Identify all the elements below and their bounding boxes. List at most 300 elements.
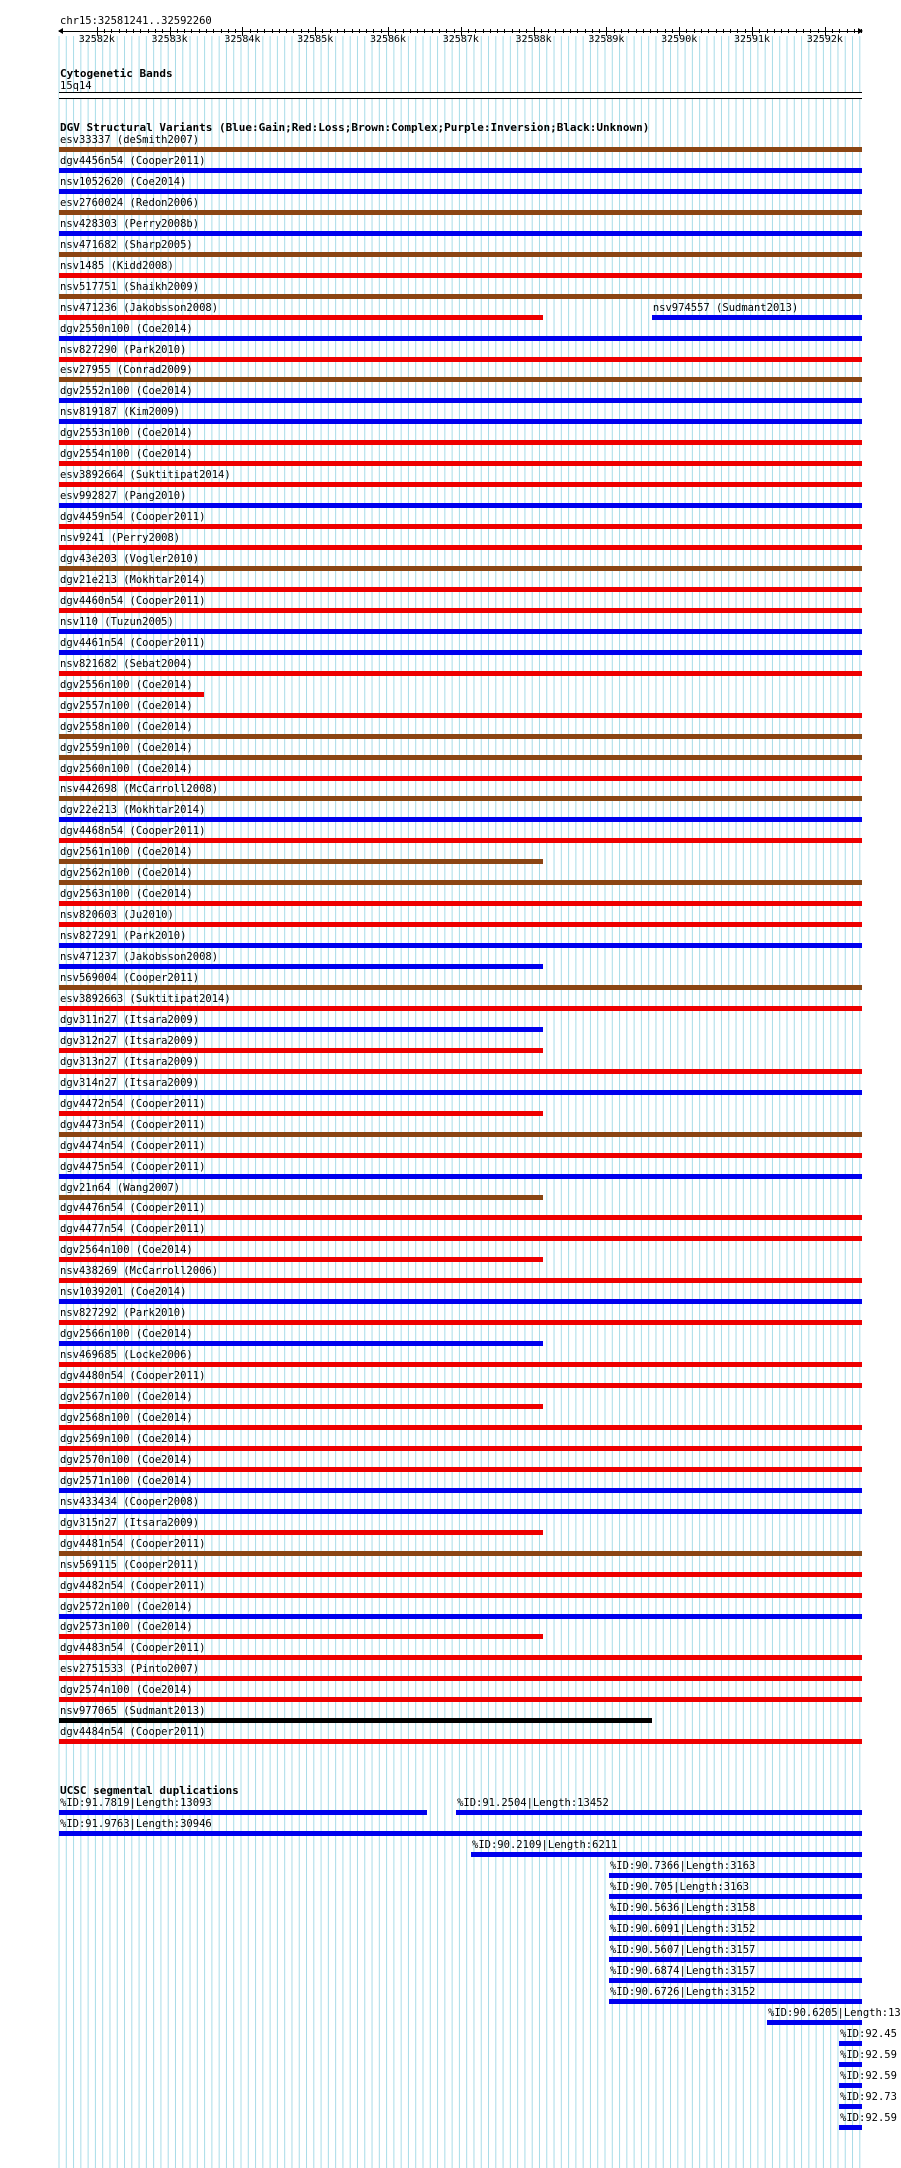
- segdup-feature-label[interactable]: %ID:90.6726|Length:3152: [609, 1986, 756, 1998]
- dgv-feature-bar[interactable]: [59, 566, 862, 571]
- dgv-feature-bar[interactable]: [59, 796, 862, 801]
- segdup-feature-label[interactable]: %ID:91.7819|Length:13093: [60, 1797, 212, 1809]
- dgv-feature-label[interactable]: dgv2557n100 (Coe2014): [60, 699, 193, 712]
- segdup-feature-label[interactable]: %ID:90.2109|Length:6211: [472, 1839, 618, 1851]
- ruler-minor-tick: [424, 29, 425, 33]
- ruler-minor-tick: [541, 29, 542, 33]
- dgv-feature-bar[interactable]: [59, 734, 862, 739]
- segdup-feature-label[interactable]: %ID:90.6874|Length:3157: [609, 1965, 756, 1977]
- ruler-minor-tick: [221, 29, 222, 33]
- ruler-minor-tick: [126, 29, 127, 33]
- ruler-minor-tick: [250, 29, 251, 33]
- dgv-feature-label[interactable]: nsv517751 (Shaikh2009): [60, 280, 200, 293]
- dgv-feature-label[interactable]: dgv2559n100 (Coe2014): [60, 741, 193, 754]
- ruler-tick-label: 32591k: [733, 34, 771, 45]
- segdup-feature-bar[interactable]: [59, 1810, 427, 1815]
- ruler-minor-tick: [228, 29, 229, 33]
- dgv-feature-label[interactable]: nsv471237 (Jakobsson2008): [60, 951, 219, 964]
- dgv-feature-label[interactable]: dgv2556n100 (Coe2014): [60, 678, 193, 691]
- dgv-feature-label[interactable]: dgv314n27 (Itsara2009): [60, 1076, 200, 1089]
- ruler-minor-tick: [854, 29, 855, 33]
- dgv-feature-bar[interactable]: [59, 398, 862, 403]
- segdup-feature-bar[interactable]: [839, 2083, 862, 2088]
- dgv-feature-bar[interactable]: [59, 985, 862, 990]
- dgv-feature-label[interactable]: dgv2560n100 (Coe2014): [60, 762, 193, 775]
- dgv-feature-label[interactable]: dgv311n27 (Itsara2009): [60, 1013, 200, 1026]
- dgv-feature-bar[interactable]: [59, 692, 204, 697]
- ruler-minor-tick: [716, 29, 717, 33]
- ruler-tick-label: 32589k: [588, 34, 625, 45]
- ruler-minor-tick: [745, 29, 746, 33]
- ruler-minor-tick: [570, 29, 571, 33]
- dgv-feature-bar[interactable]: [59, 1174, 862, 1179]
- ruler-minor-tick: [235, 29, 236, 33]
- dgv-feature-label[interactable]: dgv4476n54 (Cooper2011): [60, 1202, 206, 1215]
- dgv-feature-bar[interactable]: [59, 336, 862, 341]
- dgv-feature-label[interactable]: nsv442698 (McCarroll2008): [60, 783, 219, 796]
- dgv-feature-label[interactable]: dgv4477n54 (Cooper2011): [60, 1223, 206, 1236]
- dgv-feature-bar[interactable]: [59, 922, 862, 927]
- ruler-minor-tick: [177, 29, 178, 33]
- ruler-minor-tick: [468, 29, 469, 33]
- ruler-tick-label: 32583k: [151, 34, 188, 45]
- segdup-feature-bar[interactable]: [839, 2104, 862, 2109]
- ruler-minor-tick: [803, 29, 804, 33]
- ruler-tick-label: 32586k: [369, 34, 407, 45]
- dgv-feature-label[interactable]: dgv4474n54 (Cooper2011): [60, 1139, 206, 1152]
- dgv-feature-bar[interactable]: [59, 1425, 862, 1430]
- dgv-feature-label[interactable]: nsv819187 (Kim2009): [60, 406, 181, 419]
- ruler-minor-tick: [293, 29, 294, 33]
- dgv-feature-label[interactable]: dgv4473n54 (Cooper2011): [60, 1118, 206, 1131]
- dgv-feature-bar[interactable]: [59, 650, 862, 655]
- dgv-feature-label[interactable]: dgv312n27 (Itsara2009): [60, 1034, 200, 1047]
- ruler-minor-tick: [839, 29, 840, 33]
- ruler-minor-tick: [454, 29, 455, 33]
- dgv-feature-label[interactable]: dgv4483n54 (Cooper2011): [60, 1642, 206, 1655]
- dgv-feature-bar[interactable]: [59, 1236, 862, 1241]
- dgv-feature-label[interactable]: nsv974557 (Sudmant2013): [652, 301, 799, 314]
- segdup-feature-label[interactable]: %ID:92.59: [840, 2070, 897, 2082]
- ruler-minor-tick: [643, 29, 644, 33]
- dgv-track-title: DGV Structural Variants (Blue:Gain;Red:Loss;Brown:Complex;Purple:Inversion;Black:Unknown): [60, 121, 650, 134]
- dgv-feature-label[interactable]: dgv2569n100 (Coe2014): [60, 1432, 193, 1445]
- dgv-feature-bar[interactable]: [59, 1111, 543, 1116]
- segdup-feature-bar[interactable]: [767, 2020, 862, 2025]
- region-label: chr15:32581241..32592260: [60, 15, 212, 27]
- segdup-feature-bar[interactable]: [839, 2041, 862, 2046]
- ruler-tick-label: 32590k: [661, 34, 698, 45]
- ruler-minor-tick: [847, 29, 848, 33]
- ruler-minor-tick: [352, 29, 353, 33]
- dgv-feature-label[interactable]: dgv2562n100 (Coe2014): [60, 867, 193, 880]
- segdup-feature-label[interactable]: %ID:92.73: [840, 2091, 897, 2103]
- dgv-feature-bar[interactable]: [59, 273, 862, 278]
- dgv-feature-label[interactable]: dgv2573n100 (Coe2014): [60, 1621, 193, 1634]
- dgv-feature-bar[interactable]: [59, 838, 862, 843]
- dgv-feature-bar[interactable]: [59, 1069, 862, 1074]
- segdup-feature-label[interactable]: %ID:92.59: [840, 2049, 897, 2061]
- ruler-minor-tick: [548, 29, 549, 33]
- segdup-feature-bar[interactable]: [839, 2062, 862, 2067]
- dgv-feature-bar[interactable]: [59, 1027, 543, 1032]
- dgv-feature-label[interactable]: nsv438269 (McCarroll2006): [60, 1265, 219, 1278]
- ruler-minor-tick: [344, 29, 345, 33]
- ruler-minor-tick: [199, 29, 200, 33]
- dgv-feature-label[interactable]: dgv2566n100 (Coe2014): [60, 1328, 193, 1341]
- dgv-feature-bar[interactable]: [59, 1446, 862, 1451]
- ruler-minor-tick: [818, 29, 819, 33]
- ruler-minor-tick: [708, 29, 709, 33]
- segdup-feature-label[interactable]: %ID:90.7366|Length:3163: [609, 1860, 756, 1872]
- dgv-feature-bar[interactable]: [59, 1697, 862, 1702]
- dgv-feature-label[interactable]: nsv569004 (Cooper2011): [60, 972, 200, 984]
- dgv-feature-label[interactable]: dgv2554n100 (Coe2014): [60, 448, 193, 461]
- ruler-minor-tick: [483, 29, 484, 33]
- dgv-feature-bar[interactable]: [59, 1341, 543, 1346]
- segdup-feature-label[interactable]: %ID:90.5636|Length:3158: [609, 1902, 756, 1914]
- segdup-feature-bar[interactable]: [839, 2125, 862, 2130]
- dgv-feature-label[interactable]: dgv22e213 (Mokhtar2014): [60, 804, 206, 817]
- dgv-feature-bar[interactable]: [59, 1634, 543, 1639]
- dgv-feature-bar[interactable]: [59, 189, 862, 194]
- dgv-feature-bar[interactable]: [59, 1467, 862, 1472]
- ruler-minor-tick: [497, 29, 498, 33]
- dgv-feature-bar[interactable]: [59, 859, 543, 864]
- dgv-feature-label[interactable]: nsv827292 (Park2010): [60, 1307, 187, 1320]
- dgv-feature-label[interactable]: nsv433434 (Cooper2008): [60, 1495, 200, 1508]
- dgv-feature-bar[interactable]: [59, 1655, 862, 1660]
- dgv-feature-label[interactable]: dgv4480n54 (Cooper2011): [60, 1370, 206, 1383]
- dgv-feature-label[interactable]: nsv110 (Tuzun2005): [60, 615, 174, 628]
- ruler-minor-tick: [191, 29, 192, 33]
- dgv-feature-bar[interactable]: [59, 147, 862, 152]
- segdup-feature-label[interactable]: %ID:90.705|Length:3163: [609, 1881, 750, 1893]
- dgv-feature-label[interactable]: dgv21e213 (Mokhtar2014): [60, 573, 206, 586]
- dgv-feature-bar[interactable]: [59, 168, 862, 173]
- dgv-feature-bar[interactable]: [59, 1593, 862, 1598]
- dgv-feature-bar[interactable]: [59, 629, 862, 634]
- dgv-feature-label[interactable]: nsv821682 (Sebat2004): [60, 657, 193, 670]
- dgv-feature-label[interactable]: esv27955 (Conrad2009): [60, 364, 193, 377]
- dgv-feature-label[interactable]: nsv9241 (Perry2008): [60, 532, 181, 545]
- dgv-feature-bar[interactable]: [59, 503, 862, 508]
- dgv-feature-bar[interactable]: [59, 1153, 862, 1158]
- dgv-feature-bar[interactable]: [59, 1551, 862, 1556]
- dgv-feature-bar[interactable]: [59, 1215, 862, 1220]
- dgv-feature-bar[interactable]: [59, 1383, 862, 1388]
- segdup-feature-bar[interactable]: [609, 1978, 862, 1983]
- ruler-minor-tick: [628, 29, 629, 33]
- ruler-minor-tick: [381, 29, 382, 33]
- ruler-minor-tick: [737, 29, 738, 33]
- dgv-feature-bar[interactable]: [59, 1132, 862, 1137]
- dgv-feature-label[interactable]: dgv4475n54 (Cooper2011): [60, 1160, 206, 1173]
- dgv-feature-bar[interactable]: [59, 1676, 862, 1681]
- ruler-minor-tick: [184, 29, 185, 33]
- dgv-feature-label[interactable]: dgv4460n54 (Cooper2011): [60, 594, 206, 607]
- ruler-tick-label: 32584k: [224, 34, 261, 45]
- ruler-minor-tick: [403, 29, 404, 33]
- cytoband-title: Cytogenetic Bands: [60, 67, 173, 80]
- ruler-tick-label: 32592k: [806, 34, 843, 45]
- dgv-feature-label[interactable]: nsv471682 (Sharp2005): [60, 238, 193, 251]
- dgv-feature-label[interactable]: dgv21n64 (Wang2007): [60, 1181, 181, 1194]
- dgv-feature-label[interactable]: dgv43e203 (Vogler2010): [60, 553, 200, 565]
- dgv-feature-label[interactable]: dgv2558n100 (Coe2014): [60, 720, 193, 733]
- dgv-feature-bar[interactable]: [59, 357, 862, 362]
- ruler-minor-tick: [759, 29, 760, 33]
- dgv-feature-bar[interactable]: [59, 419, 862, 424]
- segdup-feature-bar[interactable]: [609, 1915, 862, 1920]
- ruler-minor-tick: [730, 29, 731, 33]
- ruler-minor-tick: [272, 29, 273, 33]
- dgv-feature-bar[interactable]: [59, 1572, 862, 1577]
- dgv-feature-bar[interactable]: [59, 1257, 543, 1262]
- dgv-feature-bar[interactable]: [59, 964, 543, 969]
- ruler-minor-tick: [672, 29, 673, 33]
- ruler-minor-tick: [723, 29, 724, 33]
- segdup-feature-bar[interactable]: [609, 1873, 862, 1878]
- dgv-feature-bar[interactable]: [59, 231, 862, 236]
- dgv-feature-bar[interactable]: [59, 1006, 862, 1011]
- dgv-feature-bar[interactable]: [59, 671, 862, 676]
- ruler-minor-tick: [781, 29, 782, 33]
- ruler-tick-label: 32588k: [515, 34, 552, 45]
- ruler-minor-tick: [650, 29, 651, 33]
- ruler-minor-tick: [577, 29, 578, 33]
- segdup-feature-label[interactable]: %ID:92.45: [840, 2028, 897, 2040]
- dgv-feature-label[interactable]: esv992827 (Pang2010): [60, 490, 187, 503]
- dgv-feature-bar[interactable]: [59, 1278, 862, 1283]
- ruler-minor-tick: [264, 29, 265, 33]
- dgv-feature-bar[interactable]: [59, 294, 862, 299]
- ruler-tick-label: 32585k: [297, 34, 334, 45]
- dgv-feature-label[interactable]: esv33337 (deSmith2007): [60, 134, 200, 146]
- dgv-feature-bar[interactable]: [59, 1718, 652, 1723]
- dgv-feature-bar[interactable]: [59, 315, 543, 320]
- dgv-feature-label[interactable]: nsv820603 (Ju2010): [60, 909, 174, 922]
- segdup-track-title: UCSC segmental duplications: [60, 1784, 239, 1797]
- segdup-feature-label[interactable]: %ID:90.5607|Length:3157: [609, 1944, 756, 1956]
- ruler-minor-tick: [286, 29, 287, 33]
- ruler-minor-tick: [119, 29, 120, 33]
- dgv-feature-bar[interactable]: [59, 440, 862, 445]
- dgv-feature-label[interactable]: dgv313n27 (Itsara2009): [60, 1055, 200, 1068]
- dgv-feature-label[interactable]: dgv4459n54 (Cooper2011): [60, 511, 206, 524]
- ruler-minor-tick: [585, 29, 586, 33]
- dgv-feature-label[interactable]: dgv315n27 (Itsara2009): [60, 1516, 200, 1529]
- ruler-minor-tick: [810, 29, 811, 33]
- ruler-minor-tick: [373, 29, 374, 33]
- dgv-feature-bar[interactable]: [59, 1195, 543, 1200]
- segdup-feature-bar[interactable]: [471, 1852, 862, 1857]
- ruler-minor-tick: [519, 29, 520, 33]
- ruler-minor-tick: [832, 29, 833, 33]
- dgv-feature-bar[interactable]: [59, 1739, 862, 1744]
- ruler-minor-tick: [701, 29, 702, 33]
- ruler-minor-tick: [665, 29, 666, 33]
- dgv-feature-label[interactable]: dgv4468n54 (Cooper2011): [60, 825, 206, 838]
- segdup-feature-bar[interactable]: [609, 1957, 862, 1962]
- dgv-feature-label[interactable]: dgv4484n54 (Cooper2011): [60, 1726, 206, 1739]
- dgv-feature-label[interactable]: dgv2564n100 (Coe2014): [60, 1244, 193, 1257]
- dgv-feature-bar[interactable]: [59, 1048, 543, 1053]
- dgv-feature-bar[interactable]: [59, 1090, 862, 1095]
- dgv-feature-label[interactable]: dgv4482n54 (Cooper2011): [60, 1579, 206, 1592]
- segdup-feature-bar[interactable]: [609, 1894, 862, 1899]
- segdup-feature-bar[interactable]: [59, 1831, 862, 1836]
- dgv-feature-label[interactable]: dgv2561n100 (Coe2014): [60, 846, 193, 859]
- dgv-feature-bar[interactable]: [59, 1362, 862, 1367]
- dgv-feature-label[interactable]: dgv2572n100 (Coe2014): [60, 1600, 193, 1613]
- dgv-feature-label[interactable]: esv2751533 (Pinto2007): [60, 1663, 200, 1676]
- dgv-feature-bar[interactable]: [59, 943, 862, 948]
- dgv-feature-bar[interactable]: [59, 880, 862, 885]
- dgv-feature-bar[interactable]: [59, 524, 862, 529]
- segdup-feature-bar[interactable]: [609, 1999, 862, 2004]
- dgv-feature-bar[interactable]: [59, 482, 862, 487]
- ruler-minor-tick: [636, 29, 637, 33]
- ruler-minor-tick: [796, 29, 797, 33]
- dgv-feature-label[interactable]: esv3892663 (Suktitipat2014): [60, 992, 231, 1005]
- dgv-feature-bar[interactable]: [59, 776, 862, 781]
- ruler-minor-tick: [475, 29, 476, 33]
- ruler-minor-tick: [410, 29, 411, 33]
- ruler-tick-label: 32587k: [442, 34, 479, 45]
- ruler-minor-tick: [490, 29, 491, 33]
- ruler-minor-tick: [599, 29, 600, 33]
- ruler-minor-tick: [512, 29, 513, 33]
- dgv-feature-bar[interactable]: [59, 1530, 543, 1535]
- ruler-minor-tick: [432, 29, 433, 33]
- dgv-feature-bar[interactable]: [59, 545, 862, 550]
- ruler-minor-tick: [526, 29, 527, 33]
- ruler-minor-tick: [301, 29, 302, 33]
- dgv-feature-label[interactable]: nsv1485 (Kidd2008): [60, 259, 174, 272]
- ruler-minor-tick: [592, 29, 593, 33]
- dgv-feature-label[interactable]: dgv2568n100 (Coe2014): [60, 1411, 193, 1424]
- dgv-feature-bar[interactable]: [59, 817, 862, 822]
- dgv-feature-bar[interactable]: [59, 1509, 862, 1514]
- ruler-minor-tick: [439, 29, 440, 33]
- dgv-feature-bar[interactable]: [59, 1488, 862, 1493]
- ruler-arrow-left-icon: [58, 28, 63, 34]
- dgv-feature-label[interactable]: dgv2553n100 (Coe2014): [60, 427, 193, 440]
- segdup-feature-label[interactable]: %ID:91.2504|Length:13452: [457, 1797, 609, 1809]
- dgv-feature-label[interactable]: nsv1052620 (Coe2014): [60, 175, 187, 188]
- ruler-minor-tick: [133, 29, 134, 33]
- dgv-feature-label[interactable]: nsv827291 (Park2010): [60, 930, 187, 943]
- dgv-feature-label[interactable]: dgv2571n100 (Coe2014): [60, 1474, 193, 1487]
- ruler-minor-tick: [788, 29, 789, 33]
- ruler-minor-tick: [446, 29, 447, 33]
- ruler-minor-tick: [337, 29, 338, 33]
- dgv-feature-label[interactable]: dgv4461n54 (Cooper2011): [60, 636, 206, 649]
- dgv-feature-bar[interactable]: [652, 315, 862, 320]
- dgv-feature-bar[interactable]: [59, 1614, 862, 1619]
- dgv-feature-label[interactable]: nsv827290 (Park2010): [60, 343, 187, 356]
- dgv-feature-label[interactable]: dgv2563n100 (Coe2014): [60, 888, 193, 901]
- dgv-feature-label[interactable]: nsv471236 (Jakobsson2008): [60, 301, 219, 314]
- ruler-minor-tick: [614, 29, 615, 33]
- ruler-minor-tick: [686, 29, 687, 33]
- dgv-feature-label[interactable]: nsv1039201 (Coe2014): [60, 1286, 187, 1299]
- dgv-feature-bar[interactable]: [59, 1320, 862, 1325]
- dgv-feature-bar[interactable]: [59, 755, 862, 760]
- dgv-feature-bar[interactable]: [59, 901, 862, 906]
- dgv-feature-label[interactable]: dgv4472n54 (Cooper2011): [60, 1097, 206, 1110]
- ruler-minor-tick: [155, 29, 156, 33]
- ruler-minor-tick: [563, 29, 564, 33]
- dgv-feature-label[interactable]: dgv2550n100 (Coe2014): [60, 322, 193, 335]
- dgv-feature-label[interactable]: dgv2552n100 (Coe2014): [60, 385, 193, 398]
- ruler-minor-tick: [104, 29, 105, 33]
- segdup-feature-bar[interactable]: [456, 1810, 862, 1815]
- ruler-minor-tick: [504, 29, 505, 33]
- dgv-feature-bar[interactable]: [59, 587, 862, 592]
- dgv-feature-label[interactable]: dgv2567n100 (Coe2014): [60, 1391, 193, 1403]
- ruler-minor-tick: [694, 29, 695, 33]
- dgv-feature-bar[interactable]: [59, 713, 862, 718]
- dgv-feature-label[interactable]: nsv428303 (Perry2008b): [60, 217, 200, 230]
- ruler-minor-tick: [359, 29, 360, 33]
- segdup-feature-label[interactable]: %ID:90.6091|Length:3152: [609, 1923, 756, 1935]
- dgv-feature-label[interactable]: nsv977065 (Sudmant2013): [60, 1705, 206, 1718]
- dgv-feature-bar[interactable]: [59, 210, 862, 215]
- dgv-feature-label[interactable]: dgv2570n100 (Coe2014): [60, 1453, 193, 1466]
- cytoband-label: 15q14: [60, 80, 92, 92]
- ruler-minor-tick: [767, 29, 768, 33]
- dgv-feature-label[interactable]: nsv469685 (Locke2006): [60, 1349, 193, 1362]
- ruler-minor-tick: [257, 29, 258, 33]
- ruler-minor-tick: [555, 29, 556, 33]
- dgv-feature-bar[interactable]: [59, 377, 862, 382]
- ruler-minor-tick: [395, 29, 396, 33]
- dgv-feature-label[interactable]: dgv4481n54 (Cooper2011): [60, 1537, 206, 1550]
- ruler-minor-tick: [111, 29, 112, 33]
- cytoband-ideogram: [59, 92, 862, 99]
- ruler-minor-tick: [206, 29, 207, 33]
- dgv-feature-bar[interactable]: [59, 608, 862, 613]
- ruler-minor-tick: [279, 29, 280, 33]
- dgv-feature-bar[interactable]: [59, 252, 862, 257]
- ruler-minor-tick: [861, 29, 862, 33]
- segdup-feature-label[interactable]: %ID:92.59: [840, 2112, 897, 2124]
- dgv-feature-label[interactable]: nsv569115 (Cooper2011): [60, 1558, 200, 1571]
- dgv-feature-label[interactable]: dgv2574n100 (Coe2014): [60, 1684, 193, 1697]
- ruler-minor-tick: [213, 29, 214, 33]
- dgv-feature-label[interactable]: dgv4456n54 (Cooper2011): [60, 154, 206, 167]
- ruler-minor-tick: [366, 29, 367, 33]
- ruler-minor-tick: [148, 29, 149, 33]
- ruler-minor-tick: [140, 29, 141, 33]
- ruler-tick-label: 32582k: [78, 34, 115, 45]
- dgv-feature-bar[interactable]: [59, 461, 862, 466]
- dgv-feature-bar[interactable]: [59, 1299, 862, 1304]
- ruler-minor-tick: [330, 29, 331, 33]
- dgv-feature-label[interactable]: esv2760024 (Redon2006): [60, 196, 200, 209]
- ruler-minor-tick: [162, 29, 163, 33]
- dgv-feature-label[interactable]: esv3892664 (Suktitipat2014): [60, 469, 231, 482]
- dgv-feature-bar[interactable]: [59, 1404, 543, 1409]
- ruler-minor-tick: [417, 29, 418, 33]
- segdup-feature-label[interactable]: %ID:91.9763|Length:30946: [60, 1818, 212, 1830]
- segdup-feature-label[interactable]: %ID:90.6205|Length:13: [768, 2007, 901, 2019]
- segdup-feature-bar[interactable]: [609, 1936, 862, 1941]
- ruler-minor-tick: [322, 29, 323, 33]
- ruler-minor-tick: [621, 29, 622, 33]
